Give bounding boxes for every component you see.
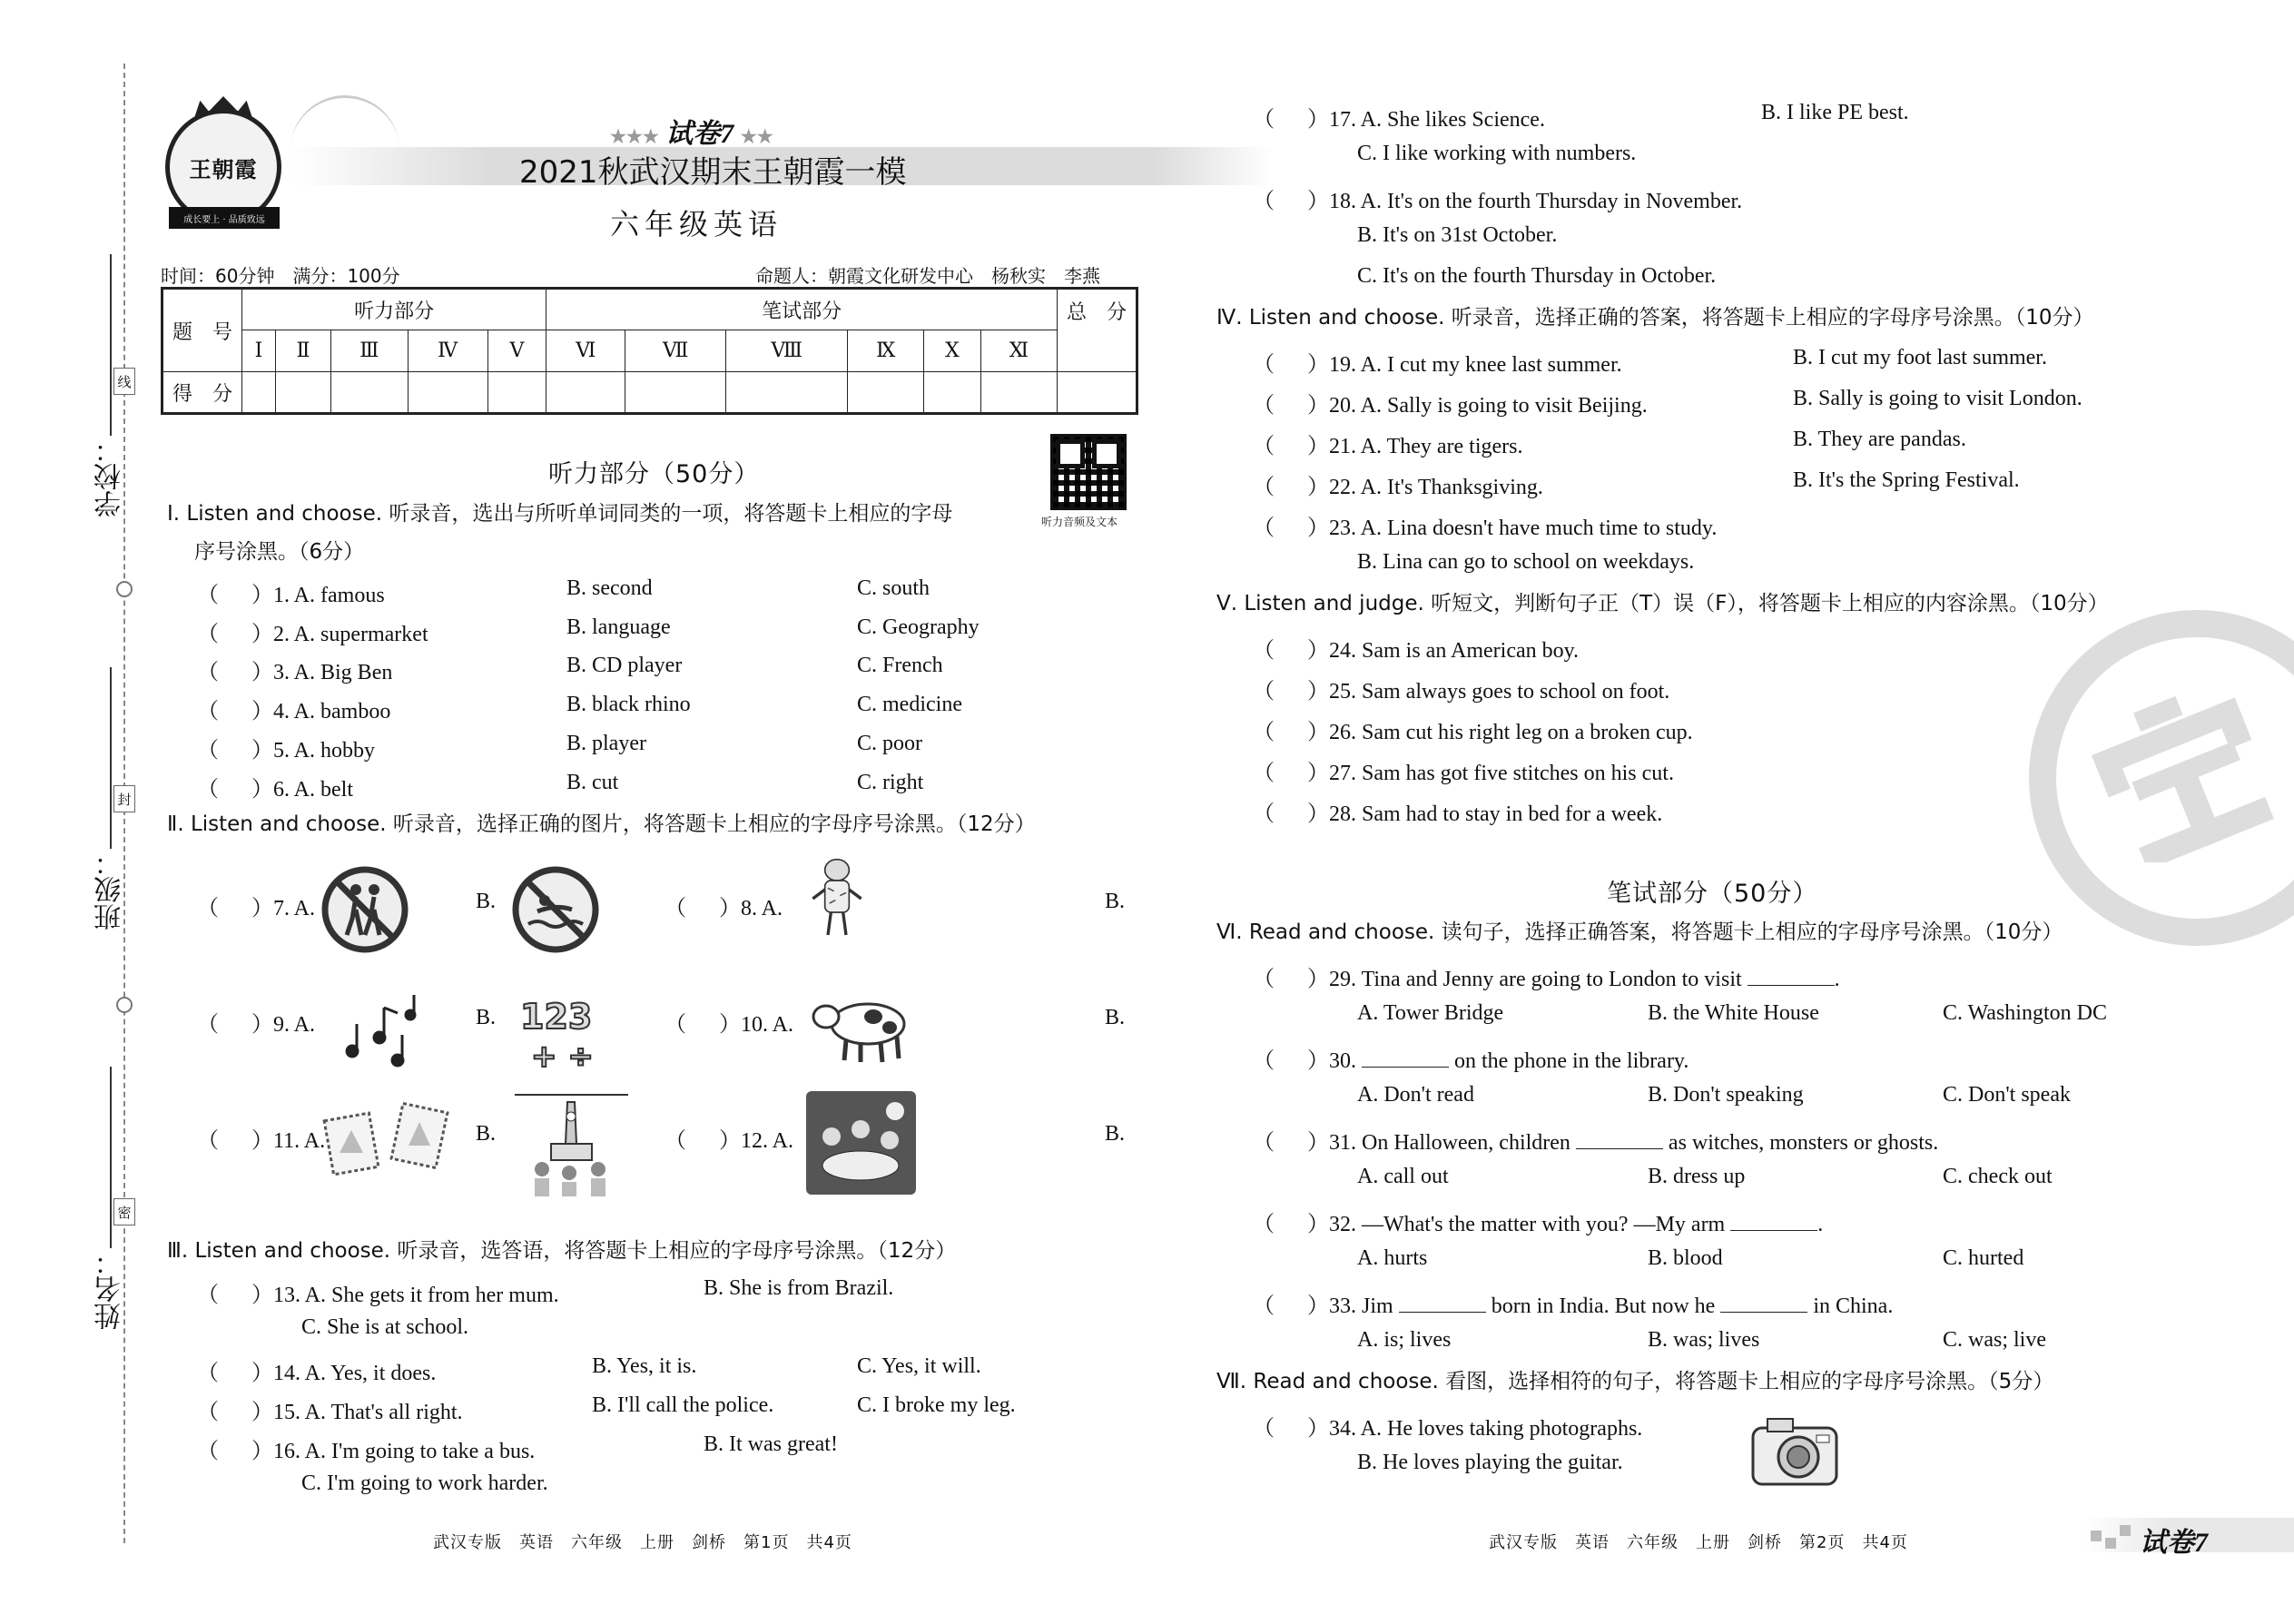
cow-image [810, 980, 919, 1071]
sec4-instruction: Ⅳ. Listen and choose. 听录音，选择正确的答案，将答题卡上相应的字母序号涂黑。（10分） [1216, 306, 2094, 330]
q16-b: B. It was great! [704, 1432, 838, 1456]
q10-label: ）10. A. [719, 1013, 794, 1037]
q33-text: ）33. Jim [1307, 1294, 1393, 1318]
svg-text:+ ÷: + ÷ [531, 1038, 594, 1075]
defen-cell: 得 分 [162, 372, 242, 414]
q30-a: A. Don't read [1357, 1083, 1474, 1107]
q17-c: C. I like working with numbers. [1357, 142, 1637, 165]
s26-text: ）26. Sam cut his right leg on a broken cup. [1307, 721, 1693, 744]
binding-margin [0, 0, 136, 1624]
score-cell[interactable] [330, 372, 408, 414]
sec1-instruction-cont: 序号涂黑。（6分） [194, 540, 365, 564]
question-29 [1253, 960, 1840, 992]
q6-a: ）6. A. belt [251, 778, 353, 802]
school-label: 学校： [94, 436, 126, 517]
question-21 [1253, 428, 1523, 459]
q13-b: B. She is from Brazil. [704, 1276, 894, 1300]
question-6 [197, 771, 353, 802]
footer-right: 武汉专版 英语 六年级 上册 剑桥 第2页 共4页 [1489, 1533, 1908, 1552]
numbers-maths-image [515, 985, 605, 1076]
qr-code-icon[interactable] [1050, 434, 1127, 510]
question-4 [197, 693, 390, 724]
q17-b: B. I like PE best. [1761, 101, 1909, 124]
q1-a: ）1. A. famous [251, 584, 385, 607]
q29-c: C. Washington DC [1943, 1001, 2107, 1025]
q22-b: B. It's the Spring Festival. [1793, 468, 2020, 492]
stars-right: ★★ [740, 127, 773, 147]
question-23 [1253, 509, 1717, 541]
q14-a: ）14. A. Yes, it does. [251, 1362, 437, 1385]
q33-a: A. is; lives [1357, 1328, 1452, 1352]
logo-text: 王朝霞 [165, 109, 281, 225]
q15-b: B. I'll call the police. [592, 1393, 774, 1417]
col-5: Ⅴ [487, 330, 546, 372]
q6-c: C. right [857, 771, 924, 794]
score-cell[interactable] [980, 372, 1057, 414]
question-14 [197, 1354, 436, 1386]
q29-b: B. the White House [1648, 1001, 1819, 1025]
q14-b: B. Yes, it is. [592, 1354, 697, 1378]
statement-27 [1253, 754, 1674, 786]
q2-c: C. Geography [857, 615, 980, 639]
answer-paren[interactable]: （ [1253, 762, 1275, 785]
score-cell[interactable] [546, 372, 625, 414]
question-7 [197, 890, 315, 921]
q31-end: as witches, monsters or ghosts. [1668, 1131, 1939, 1155]
tag-square [2091, 1530, 2102, 1541]
col-10: Ⅹ [924, 330, 981, 372]
q13-a: ）13. A. She gets it from her mum. [251, 1284, 559, 1307]
q1-c: C. south [857, 576, 930, 600]
answer-paren[interactable]: （ [1253, 639, 1275, 663]
answer-paren[interactable]: （ [1253, 680, 1275, 704]
q3-a: ）3. A. Big Ben [251, 661, 393, 684]
q32-c: C. hurted [1943, 1246, 2024, 1270]
svg-text:123: 123 [520, 997, 593, 1037]
q13-c: C. She is at school. [301, 1315, 468, 1339]
col-4: Ⅳ [408, 330, 487, 372]
col-11: Ⅺ [980, 330, 1057, 372]
music-notes-image [334, 988, 425, 1078]
q33-b: B. was; lives [1648, 1328, 1760, 1352]
question-2 [197, 615, 428, 647]
answer-paren[interactable]: （ [197, 661, 219, 684]
answer-paren[interactable]: （ [197, 1440, 219, 1463]
q7-label: ）7. A. [251, 897, 316, 920]
q5-b: B. player [566, 732, 646, 755]
question-1 [197, 576, 385, 608]
confidential-seal-glyph [2088, 690, 2279, 862]
question-32 [1253, 1206, 1823, 1237]
q33-end: in China. [1813, 1294, 1894, 1318]
question-8 [665, 890, 783, 921]
col-9: Ⅸ [848, 330, 924, 372]
time-info: 时间：60分钟 满分：100分 [161, 265, 400, 287]
col-7: Ⅶ [625, 330, 726, 372]
q6-b: B. cut [566, 771, 619, 794]
stamps-image [320, 1098, 456, 1189]
q29-a: A. Tower Bridge [1357, 1001, 1504, 1025]
name-label: 姓名： [94, 1248, 126, 1330]
answer-paren[interactable]: （ [1253, 517, 1275, 540]
q12-label: ）12. A. [719, 1129, 794, 1153]
answer-paren[interactable]: （ [197, 584, 219, 607]
question-33 [1253, 1287, 1893, 1319]
statement-25 [1253, 673, 1669, 704]
q16-a: ）16. A. I'm going to take a bus. [251, 1440, 536, 1463]
q31-c: C. check out [1943, 1165, 2053, 1188]
q29-end: . [1834, 968, 1840, 991]
q23-a: ）23. A. Lina doesn't have much time to study. [1307, 517, 1718, 540]
col-1: Ⅰ [242, 330, 276, 372]
exam-number [610, 111, 773, 151]
logo-ribbon: 成长要上 · 品质致远 [169, 207, 280, 229]
q21-a: ）21. A. They are tigers. [1307, 435, 1523, 458]
answer-paren[interactable]: （ [1253, 1049, 1275, 1073]
q30-num: ）30. [1307, 1049, 1356, 1073]
answer-paren[interactable]: （ [1253, 476, 1275, 499]
sec1-instruction: Ⅰ. Listen and choose. 听录音，选出与所听单词同类的一项，将答题卡上相应的字母 [167, 502, 953, 526]
q29-text: ）29. Tina and Jenny are going to London to visit [1307, 968, 1742, 991]
q14-c: C. Yes, it will. [857, 1354, 981, 1378]
q2-a: ）2. A. supermarket [251, 623, 428, 646]
stars-left: ★★★ [610, 127, 659, 147]
q4-c: C. medicine [857, 693, 962, 716]
q30-c: C. Don't speak [1943, 1083, 2071, 1107]
answer-paren[interactable]: （ [1253, 721, 1275, 744]
q9-b-label: B. [476, 1006, 497, 1029]
q8-b-label: B. [1105, 890, 1126, 913]
writing-title: 笔试部分（50分） [1607, 880, 1818, 908]
tag-square [2120, 1525, 2131, 1536]
q19-a: ）19. A. I cut my knee last summer. [1307, 353, 1622, 377]
fill-blank[interactable] [1362, 1048, 1449, 1068]
tag-square [2105, 1538, 2116, 1549]
q15-c: C. I broke my leg. [857, 1393, 1016, 1417]
fill-blank[interactable] [1730, 1211, 1817, 1231]
score-table [161, 287, 1138, 415]
seal-char-feng: 封 [113, 785, 135, 812]
answer-paren[interactable]: （ [1253, 1294, 1275, 1318]
qr-caption: 听力音频及文本 [1041, 516, 1118, 528]
answer-paren[interactable]: （ [197, 1129, 219, 1153]
answer-paren[interactable]: （ [1253, 802, 1275, 826]
question-9 [197, 1006, 315, 1038]
q18-b: B. It's on 31st October. [1357, 223, 1558, 247]
col-6: Ⅵ [546, 330, 625, 372]
answer-paren[interactable]: （ [1253, 1213, 1275, 1236]
listening-header: 听力部分 [242, 289, 546, 330]
total-score-cell[interactable] [1058, 372, 1137, 414]
answer-paren[interactable]: （ [1253, 190, 1275, 213]
writing-header: 笔试部分 [546, 289, 1058, 330]
q32-b: B. blood [1648, 1246, 1723, 1270]
sec2-instruction: Ⅱ. Listen and choose. 听录音，选择正确的图片，将答题卡上相应的字母序号涂黑。（12分） [167, 812, 1036, 836]
q20-b: B. Sally is going to visit London. [1793, 387, 2082, 410]
question-15 [197, 1393, 463, 1425]
exam-number-text: 试卷7 [665, 119, 734, 149]
question-16 [197, 1432, 535, 1464]
score-cell[interactable] [242, 372, 276, 414]
sec7-instruction: Ⅶ. Read and choose. 看图，选择相符的句子，将答题卡上相应的字母序号涂黑。（5分） [1216, 1370, 2054, 1393]
binding-hole [116, 997, 133, 1013]
q23-b: B. Lina can go to school on weekdays. [1357, 550, 1695, 574]
col-8: Ⅷ [726, 330, 848, 372]
total-header: 总 分 [1058, 289, 1137, 372]
answer-paren[interactable]: （ [197, 1362, 219, 1385]
score-cell[interactable] [625, 372, 726, 414]
question-17 [1253, 101, 1545, 133]
score-cell[interactable] [408, 372, 487, 414]
answer-paren[interactable]: （ [1253, 968, 1275, 991]
exam-title: 2021秋武汉期末王朝霞一模 [519, 154, 907, 191]
class-underline [110, 667, 112, 849]
s25-text: ）25. Sam always goes to school on foot. [1307, 680, 1670, 704]
q34-a: ）34. A. He loves taking photographs. [1307, 1417, 1643, 1441]
school-underline [110, 254, 112, 436]
fill-blank[interactable] [1748, 966, 1835, 986]
no-walking-sign-image [320, 864, 410, 955]
q31-b: B. dress up [1648, 1165, 1746, 1188]
col-2: Ⅱ [276, 330, 331, 372]
name-field [71, 1067, 151, 1330]
fill-blank[interactable] [1399, 1293, 1486, 1313]
answer-paren[interactable]: （ [1253, 1417, 1275, 1441]
q5-c: C. poor [857, 732, 922, 755]
answer-paren[interactable]: （ [1253, 435, 1275, 458]
s27-text: ）27. Sam has got five stitches on his cut. [1307, 762, 1674, 785]
statement-28 [1253, 795, 1662, 827]
q18-c: C. It's on the fourth Thursday in October. [1357, 264, 1717, 288]
no-swimming-sign-image [510, 864, 601, 955]
q4-b: B. black rhino [566, 693, 691, 716]
s28-text: ）28. Sam had to stay in bed for a week. [1307, 802, 1663, 826]
answer-paren[interactable]: （ [665, 1129, 686, 1153]
col-3: Ⅲ [330, 330, 408, 372]
score-cell[interactable] [726, 372, 848, 414]
seal-char-mi: 密 [113, 1198, 135, 1225]
answer-paren[interactable]: （ [197, 739, 219, 763]
page-tag-text: 试卷7 [2140, 1528, 2208, 1558]
q22-a: ）22. A. It's Thanksgiving. [1307, 476, 1543, 499]
authors: 命题人：朝霞文化研发中心 杨秋实 李燕 [755, 265, 1100, 287]
question-20 [1253, 387, 1648, 418]
q32-end: . [1817, 1213, 1824, 1236]
tower-sightseeing-image [515, 1089, 628, 1198]
q1-b: B. second [566, 576, 653, 600]
answer-paren[interactable]: （ [197, 700, 219, 723]
school-field [71, 254, 151, 517]
q32-text: ）32. —What's the matter with you? —My arm [1307, 1213, 1726, 1236]
score-cell[interactable] [487, 372, 546, 414]
tiger-costume-image [792, 853, 882, 944]
q30-b: B. Don't speaking [1648, 1083, 1804, 1107]
q5-a: ）5. A. hobby [251, 739, 376, 763]
class-label: 班级： [94, 849, 126, 930]
question-10 [665, 1006, 793, 1038]
q9-label: ）9. A. [251, 1013, 316, 1037]
question-12 [665, 1122, 793, 1154]
q11-b-label: B. [476, 1122, 497, 1146]
question-18 [1253, 182, 1742, 214]
q8-label: ）8. A. [719, 897, 783, 920]
answer-paren[interactable]: （ [197, 1013, 219, 1037]
q34-b: B. He loves playing the guitar. [1357, 1451, 1623, 1474]
q30-end: on the phone in the library. [1454, 1049, 1689, 1073]
answer-paren[interactable]: （ [665, 897, 686, 920]
answer-paren[interactable]: （ [197, 623, 219, 646]
q12-b-label: B. [1105, 1122, 1126, 1146]
question-5 [197, 732, 375, 763]
q33-c: C. was; live [1943, 1328, 2046, 1352]
q15-a: ）15. A. That's all right. [251, 1401, 463, 1424]
fill-blank[interactable] [1720, 1293, 1807, 1313]
answer-paren[interactable]: （ [197, 1401, 219, 1424]
q3-b: B. CD player [566, 654, 683, 677]
answer-paren[interactable]: （ [1253, 108, 1275, 132]
question-3 [197, 654, 392, 685]
answer-paren[interactable]: （ [197, 1284, 219, 1307]
answer-paren[interactable]: （ [197, 897, 219, 920]
sec6-instruction: Ⅵ. Read and choose. 读句子，选择正确答案，将答题卡上相应的字母序号涂黑。（10分） [1216, 920, 2063, 944]
tihao-cell: 题 号 [162, 289, 242, 372]
s24-text: ）24. Sam is an American boy. [1307, 639, 1580, 663]
score-cell[interactable] [276, 372, 331, 414]
q18-a: ）18. A. It's on the fourth Thursday in November. [1307, 190, 1743, 213]
exam-subject: 六年级英语 [610, 207, 783, 241]
question-22 [1253, 468, 1543, 500]
q33-mid: born in India. But now he [1491, 1294, 1716, 1318]
answer-paren[interactable]: （ [1253, 1131, 1275, 1155]
q20-a: ）20. A. Sally is going to visit Beijing. [1307, 394, 1648, 418]
question-11 [197, 1122, 325, 1154]
footer-left: 武汉专版 英语 六年级 上册 剑桥 第1页 共4页 [433, 1533, 852, 1552]
q32-a: A. hurts [1357, 1246, 1428, 1270]
q11-label: ）11. A. [251, 1129, 326, 1153]
statement-26 [1253, 714, 1693, 745]
q17-a: ）17. A. She likes Science. [1307, 108, 1545, 132]
brand-logo [156, 100, 292, 231]
binding-hole [116, 581, 133, 597]
camera-image [1748, 1412, 1843, 1493]
q10-b-label: B. [1105, 1006, 1126, 1029]
question-30 [1253, 1042, 1689, 1074]
question-34 [1253, 1410, 1642, 1442]
class-field [71, 667, 151, 930]
seal-char-xian: 线 [113, 368, 135, 395]
q16-c: C. I'm going to work harder. [301, 1471, 548, 1495]
listening-title: 听力部分（50分） [548, 460, 760, 488]
answer-paren[interactable]: （ [1253, 394, 1275, 418]
q19-b: B. I cut my foot last summer. [1793, 346, 2047, 369]
fill-blank[interactable] [1576, 1129, 1663, 1149]
statement-24 [1253, 632, 1579, 664]
page-tag [2085, 1518, 2294, 1558]
q7-b-label: B. [476, 890, 497, 913]
sec5-instruction: Ⅴ. Listen and judge. 听短文，判断句子正（T）误（F），将答题卡上相应的内容涂黑。（10分） [1216, 592, 2109, 615]
q31-text: ）31. On Halloween, children [1307, 1131, 1570, 1155]
q2-b: B. language [566, 615, 671, 639]
answer-paren[interactable]: （ [665, 1013, 686, 1037]
family-dinner-image [804, 1089, 918, 1196]
answer-paren[interactable]: （ [1253, 353, 1275, 377]
question-31 [1253, 1124, 1938, 1156]
q3-c: C. French [857, 654, 943, 677]
left-page [156, 0, 1141, 1624]
q31-a: A. call out [1357, 1165, 1449, 1188]
answer-paren[interactable]: （ [197, 778, 219, 802]
score-cell[interactable] [924, 372, 981, 414]
score-cell[interactable] [848, 372, 924, 414]
name-underline [110, 1067, 112, 1248]
q21-b: B. They are pandas. [1793, 428, 1966, 451]
question-19 [1253, 346, 1622, 378]
q4-a: ）4. A. bamboo [251, 700, 391, 723]
question-13 [197, 1276, 559, 1308]
sec3-instruction: Ⅲ. Listen and choose. 听录音，选答语，将答题卡上相应的字母序号涂黑。（12分） [167, 1239, 957, 1263]
